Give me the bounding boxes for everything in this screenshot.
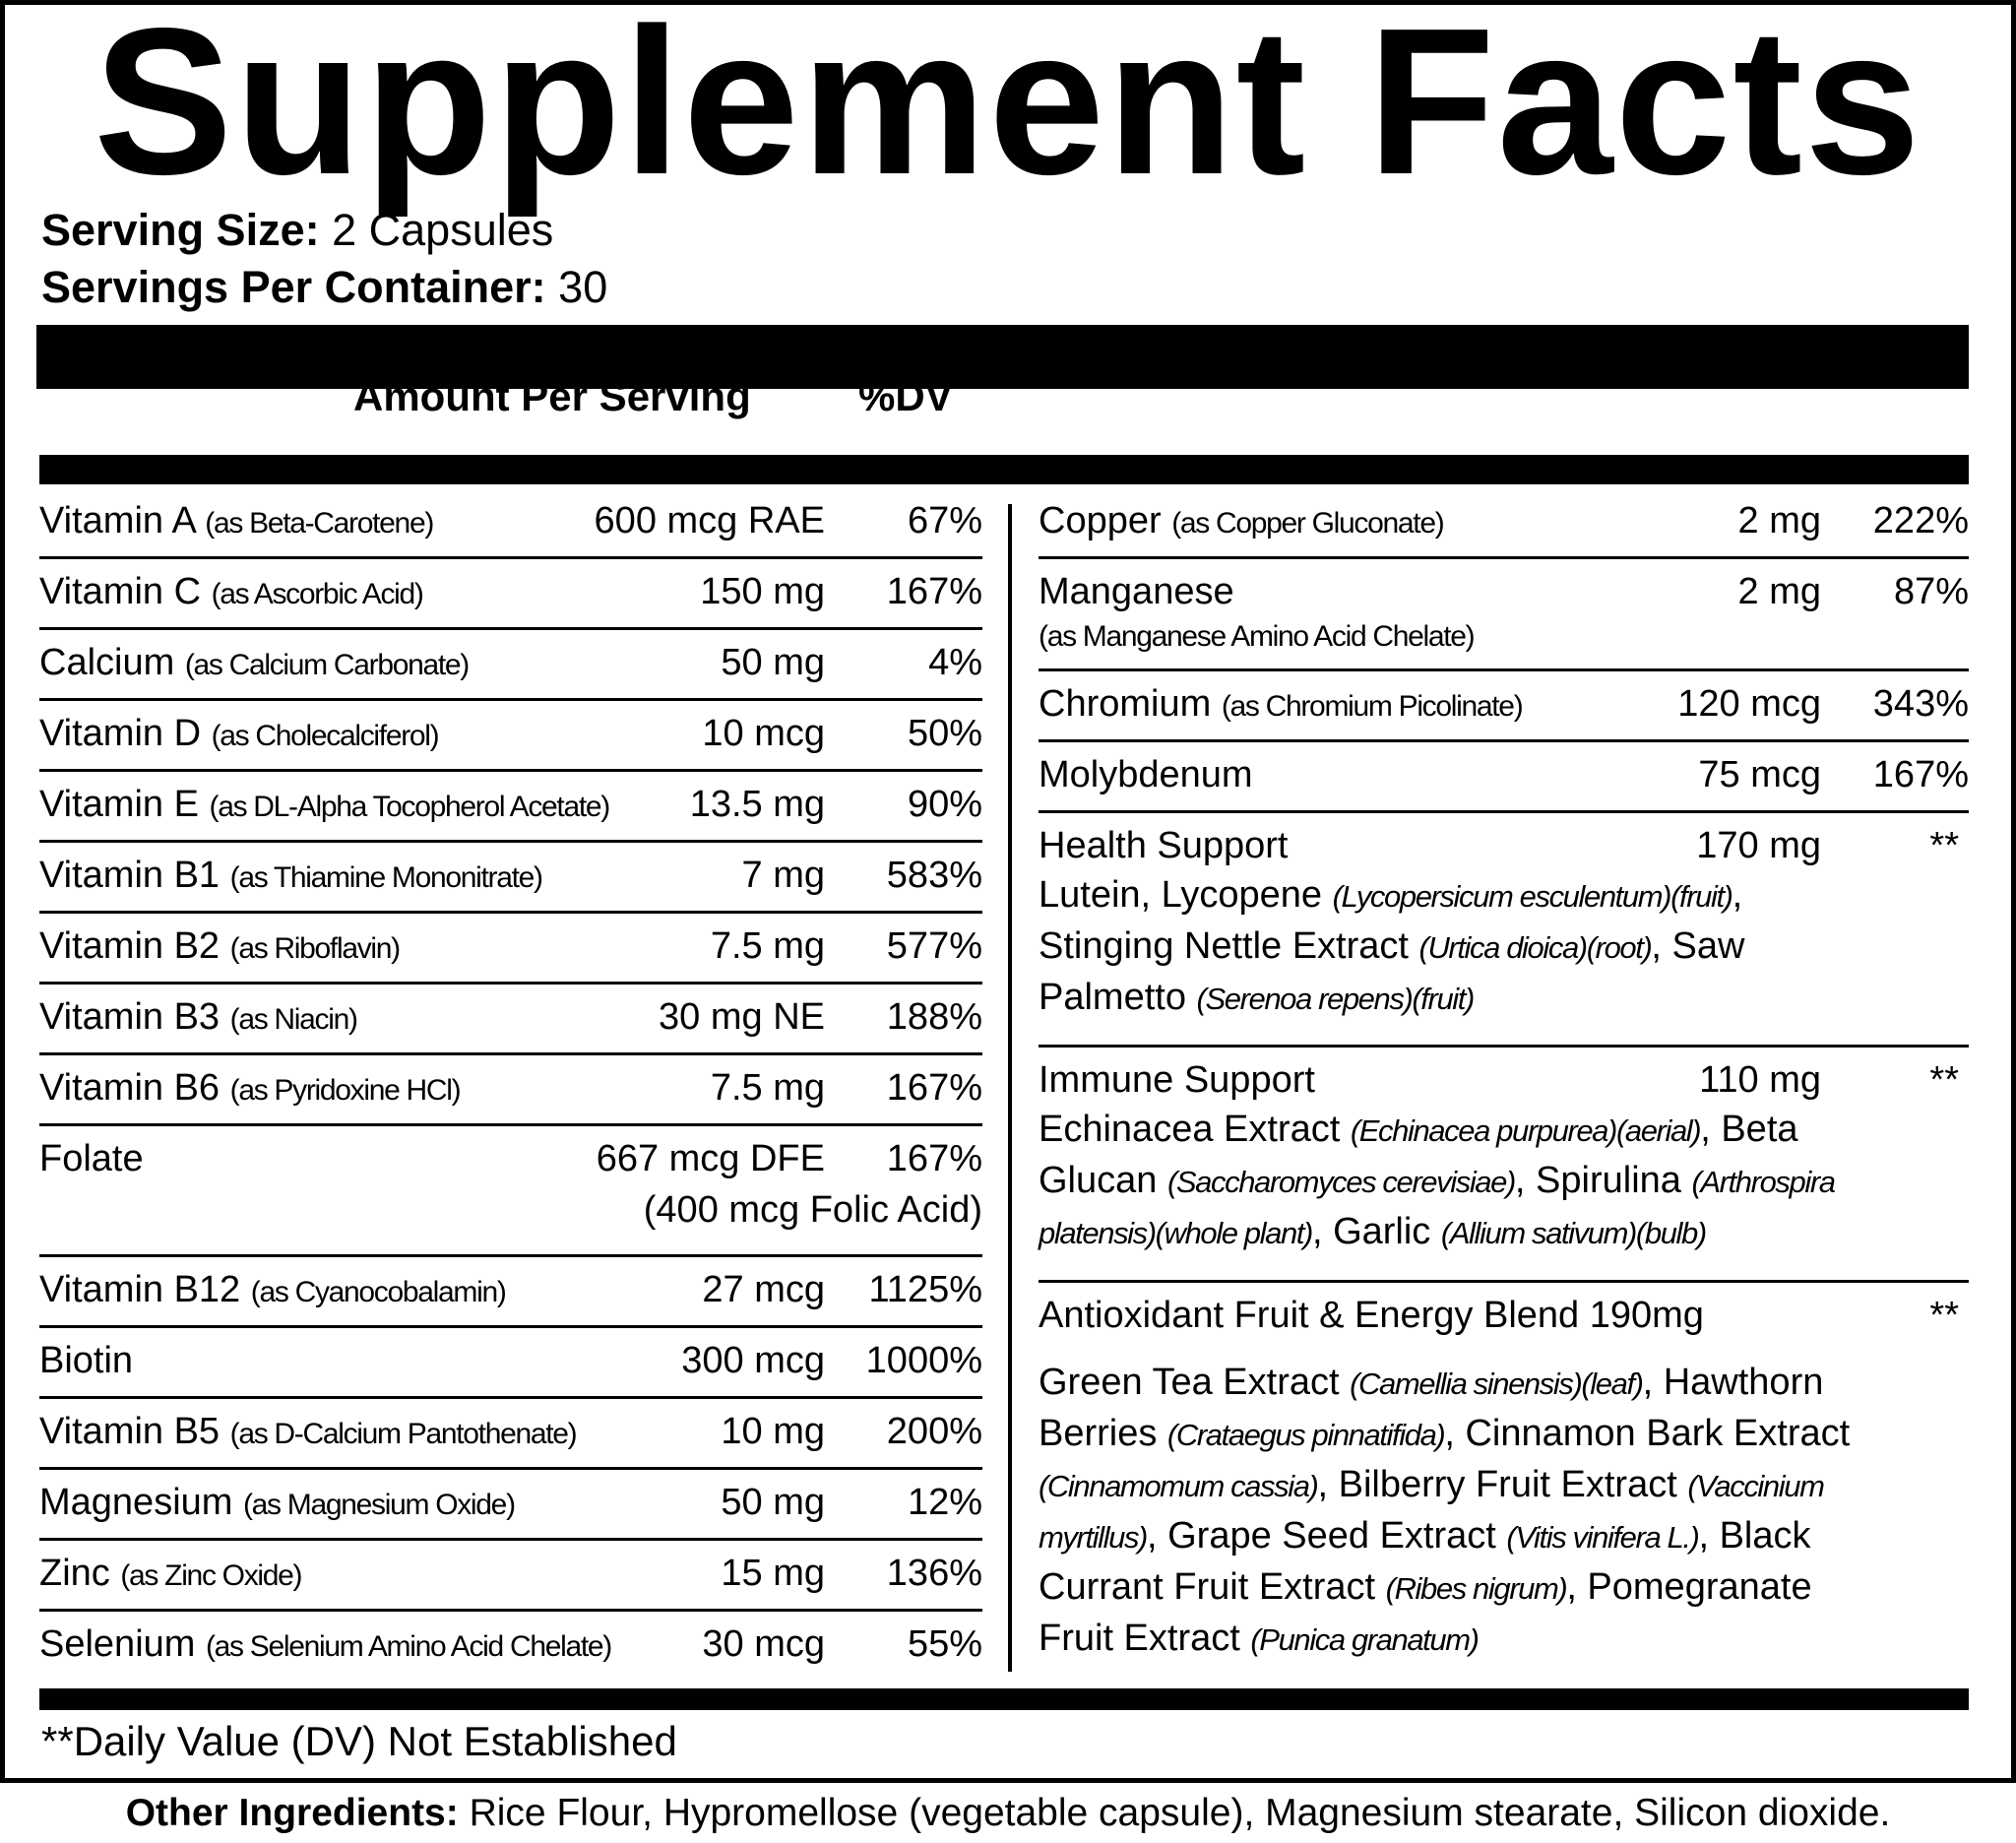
nutrient-source: (as Calcium Carbonate) <box>184 649 469 681</box>
ingredient-text: , Beta <box>1700 1109 1798 1150</box>
nutrient-dv: 167% <box>886 1138 982 1179</box>
nutrient-dv: 222% <box>1872 500 1969 541</box>
nutrient-name <box>1039 754 1253 796</box>
blend-amount: 110 mg <box>1699 1059 1821 1101</box>
ingredient-latin-name: (Lycopersicum esculentum)(fruit) <box>1332 879 1732 914</box>
nutrient-name <box>39 1411 576 1453</box>
nutrient-label: Vitamin B3 <box>39 996 220 1038</box>
nutrient-amount: 10 mg <box>721 1411 825 1452</box>
nutrient-amount: 600 mcg RAE <box>594 500 825 541</box>
nutrient-name <box>39 1482 515 1524</box>
ingredient-latin-name: (Cinnamomum cassia) <box>1039 1469 1318 1503</box>
nutrient-dv: 136% <box>886 1553 982 1594</box>
nutrient-source: (as Riboflavin) <box>229 932 400 965</box>
ingredient-latin-name: (Allium sativum)(bulb) <box>1440 1216 1706 1250</box>
nutrient-source: (as Zinc Oxide) <box>120 1559 302 1592</box>
ingredient-text: Lutein, Lycopene <box>1039 874 1333 916</box>
nutrient-label: Copper <box>1039 500 1162 541</box>
ingredient-text: , Spirulina <box>1514 1160 1692 1201</box>
ingredient-latin-name: (Vaccinium <box>1687 1469 1824 1503</box>
ingredient-text: , Bilberry Fruit Extract <box>1317 1464 1688 1505</box>
nutrient-source: (as Pyridoxine HCl) <box>229 1074 461 1107</box>
nutrient-label: Vitamin C <box>39 571 202 612</box>
ingredient-text: Stinging Nettle Extract <box>1039 925 1419 967</box>
blend-ingredient-line <box>1039 925 1744 968</box>
nutrient-amount: 120 mcg <box>1677 683 1821 725</box>
nutrient-note: (400 mcg Folic Acid) <box>643 1189 982 1231</box>
serving-size-label: Serving Size: <box>41 205 320 255</box>
nutrient-row <box>39 914 982 985</box>
nutrient-amount: 300 mcg <box>681 1340 825 1381</box>
ingredient-text: , Pomegranate <box>1566 1566 1812 1608</box>
blend-name: Immune Support <box>1039 1059 1315 1101</box>
nutrient-amount: 50 mg <box>721 1482 825 1523</box>
bottom-divider <box>39 1688 1969 1710</box>
blend-ingredient-line <box>1039 977 1474 1019</box>
nutrient-dv: 188% <box>886 996 982 1038</box>
nutrient-amount: 7.5 mg <box>710 925 825 967</box>
blend-ingredient-line <box>1039 1362 1823 1404</box>
nutrient-label: Biotin <box>39 1340 134 1381</box>
ingredient-latin-name: (Serenoa repens)(fruit) <box>1196 982 1474 1016</box>
ingredient-latin-name: (Crataegus pinnatifida) <box>1166 1418 1445 1452</box>
nutrient-source: (as Ascorbic Acid) <box>211 578 423 610</box>
nutrient-name <box>39 571 423 613</box>
nutrient-dv: 4% <box>928 642 982 683</box>
nutrient-label: Vitamin B12 <box>39 1269 241 1310</box>
ingredient-latin-name: (Ribes nigrum) <box>1385 1571 1567 1606</box>
label-title: Supplement Facts <box>94 0 1922 218</box>
nutrient-dv: 200% <box>886 1411 982 1452</box>
nutrient-label: Vitamin B5 <box>39 1411 220 1452</box>
nutrient-dv: 583% <box>886 855 982 896</box>
ingredient-latin-name: (Echinacea purpurea)(aerial) <box>1350 1113 1701 1148</box>
servings-per-container-value: 30 <box>558 262 608 312</box>
blend-ingredient-line <box>1039 1413 1850 1455</box>
ingredient-text: , Grape Seed Extract <box>1147 1515 1507 1557</box>
nutrient-source: (as Manganese Amino Acid Chelate) <box>1039 620 1475 653</box>
header-divider <box>39 455 1969 484</box>
ingredient-text: , Saw <box>1651 925 1745 967</box>
nutrient-name <box>39 1623 611 1666</box>
nutrient-row <box>39 1126 982 1257</box>
nutrient-label: Folate <box>39 1138 144 1179</box>
nutrient-name <box>39 1340 133 1382</box>
nutrient-amount: 2 mg <box>1737 571 1821 612</box>
blend-ingredient-line <box>1039 1160 1835 1202</box>
nutrient-name <box>39 1269 506 1311</box>
nutrient-amount: 75 mcg <box>1698 754 1821 795</box>
ingredient-text: , Garlic <box>1311 1211 1441 1252</box>
nutrient-label: Molybdenum <box>1039 754 1253 795</box>
blend-dv: ** <box>1929 1059 1959 1101</box>
nutrient-name <box>39 1138 144 1180</box>
nutrient-dv: 577% <box>886 925 982 967</box>
amount-header: Amount Per Serving <box>353 373 751 419</box>
nutrient-label: Vitamin B6 <box>39 1067 220 1109</box>
nutrient-label: Vitamin B1 <box>39 855 220 896</box>
nutrient-dv: 50% <box>907 713 982 754</box>
blend-name: Health Support <box>1039 825 1289 866</box>
nutrient-amount: 27 mcg <box>702 1269 825 1310</box>
nutrient-row <box>39 1328 982 1399</box>
nutrient-source: (as D-Calcium Pantothenate) <box>229 1418 577 1450</box>
nutrient-dv: 167% <box>886 1067 982 1109</box>
nutrient-source: (as Niacin) <box>229 1003 357 1036</box>
dv-header: %DV <box>858 373 953 419</box>
nutrient-label: Vitamin D <box>39 713 202 754</box>
nutrient-source: (as DL-Alpha Tocopherol Acetate) <box>209 791 609 823</box>
blend-row <box>1039 1283 1969 1677</box>
nutrient-row <box>39 701 982 772</box>
nutrient-row <box>39 1257 982 1328</box>
nutrient-amount: 2 mg <box>1737 500 1821 541</box>
nutrient-row <box>39 843 982 914</box>
blend-name: Antioxidant Fruit & Energy Blend 190mg <box>1039 1295 1704 1336</box>
blend-ingredient-line <box>1039 1618 1479 1660</box>
ingredient-text: Currant Fruit Extract <box>1039 1566 1386 1608</box>
nutrient-label: Magnesium <box>39 1482 233 1523</box>
ingredient-text: , Hawthorn <box>1642 1362 1824 1403</box>
blend-row <box>1039 1048 1969 1283</box>
footnote: **Daily Value (DV) Not Established <box>41 1718 677 1764</box>
nutrient-name <box>39 784 609 826</box>
other-ingredients <box>0 1792 2016 1835</box>
nutrient-row <box>39 1612 982 1683</box>
ingredient-latin-name: (Urtica dioica)(root) <box>1418 930 1652 965</box>
ingredient-latin-name: (Vitis vinifera L.) <box>1506 1520 1699 1555</box>
nutrient-dv: 1125% <box>868 1269 982 1310</box>
nutrient-amount: 7 mg <box>741 855 825 896</box>
nutrient-row <box>39 985 982 1055</box>
ingredient-latin-name: (Arthrospira <box>1691 1165 1835 1199</box>
nutrient-name <box>39 500 433 542</box>
nutrient-label: Manganese <box>1039 571 1234 612</box>
nutrient-dv: 87% <box>1893 571 1969 612</box>
nutrient-source: (as Magnesium Oxide) <box>242 1489 515 1521</box>
nutrient-dv: 55% <box>907 1623 982 1665</box>
nutrient-name <box>39 996 357 1039</box>
nutrient-name <box>39 713 438 755</box>
nutrient-row <box>1039 742 1969 813</box>
nutrient-dv: 167% <box>886 571 982 612</box>
nutrient-row <box>1039 559 1969 671</box>
ingredient-latin-name: platensis)(whole plant) <box>1039 1216 1312 1250</box>
nutrient-dv: 1000% <box>865 1340 982 1381</box>
nutrient-amount: 667 mcg DFE <box>596 1138 825 1179</box>
ingredient-text: Echinacea Extract <box>1039 1109 1351 1150</box>
ingredient-text: , <box>1732 874 1743 916</box>
nutrient-amount: 30 mcg <box>702 1623 825 1665</box>
nutrient-row <box>1039 488 1969 559</box>
blend-ingredient-line <box>1039 1515 1811 1557</box>
servings-per-container-label: Servings Per Container: <box>41 262 546 312</box>
ingredient-latin-name: (Camellia sinensis)(leaf) <box>1350 1366 1643 1401</box>
nutrient-source: (as Cyanocobalamin) <box>250 1276 506 1308</box>
ingredient-text: Berries <box>1039 1413 1167 1454</box>
other-ingredients-label: Other Ingredients: <box>125 1792 459 1834</box>
nutrient-amount: 15 mg <box>721 1553 825 1594</box>
nutrient-name <box>1039 683 1522 726</box>
nutrient-source: (as Selenium Amino Acid Chelate) <box>205 1630 611 1663</box>
blend-ingredient-line <box>1039 1109 1798 1151</box>
servings-per-container <box>41 262 607 313</box>
nutrient-row <box>1039 671 1969 742</box>
nutrient-name <box>1039 571 1234 613</box>
ingredient-text: Palmetto <box>1039 977 1197 1018</box>
nutrient-label: Chromium <box>1039 683 1212 725</box>
column-divider <box>1008 504 1012 1672</box>
nutrient-row <box>39 1470 982 1541</box>
nutrient-label: Vitamin B2 <box>39 925 220 967</box>
right-nutrient-column <box>1039 488 1969 1677</box>
nutrient-row <box>39 630 982 701</box>
nutrient-row <box>39 1541 982 1612</box>
ingredient-latin-name: (Punica granatum) <box>1250 1622 1479 1657</box>
ingredient-text: , Black <box>1698 1515 1811 1557</box>
nutrient-label: Calcium <box>39 642 175 683</box>
nutrient-name <box>39 1067 460 1110</box>
nutrient-amount: 7.5 mg <box>710 1067 825 1109</box>
nutrient-row <box>39 772 982 843</box>
left-nutrient-column <box>39 488 982 1683</box>
nutrient-name <box>1039 500 1443 542</box>
nutrient-label: Vitamin A <box>39 500 195 541</box>
nutrient-amount: 150 mg <box>700 571 825 612</box>
nutrient-label: Vitamin E <box>39 784 199 825</box>
nutrient-name <box>39 925 400 968</box>
serving-size-value: 2 Capsules <box>332 205 554 255</box>
nutrient-dv: 90% <box>907 784 982 825</box>
nutrient-source: (as Copper Gluconate) <box>1171 507 1444 540</box>
ingredient-text: Fruit Extract <box>1039 1618 1251 1659</box>
blend-ingredient-line <box>1039 874 1742 917</box>
nutrient-amount: 50 mg <box>721 642 825 683</box>
nutrient-amount: 13.5 mg <box>689 784 825 825</box>
nutrient-amount: 10 mcg <box>702 713 825 754</box>
thick-divider <box>36 325 1969 389</box>
blend-dv: ** <box>1929 1295 1959 1336</box>
blend-ingredient-line <box>1039 1464 1824 1506</box>
nutrient-row <box>39 1055 982 1126</box>
nutrient-name <box>39 855 542 897</box>
nutrient-dv: 167% <box>1872 754 1969 795</box>
nutrient-label: Selenium <box>39 1623 196 1665</box>
nutrient-source: (as Cholecalciferol) <box>211 720 439 752</box>
ingredient-text: , Cinnamon Bark Extract <box>1444 1413 1851 1454</box>
ingredient-latin-name: myrtillus) <box>1039 1520 1147 1555</box>
ingredient-latin-name: (Saccharomyces cerevisiae) <box>1166 1165 1515 1199</box>
nutrient-label: Zinc <box>39 1553 110 1594</box>
nutrient-source: (as Thiamine Mononitrate) <box>229 861 542 894</box>
blend-row <box>1039 813 1969 1048</box>
ingredient-text: Green Tea Extract <box>1039 1362 1351 1403</box>
nutrient-name <box>39 642 469 684</box>
nutrient-row <box>39 559 982 630</box>
nutrient-amount: 30 mg NE <box>659 996 825 1038</box>
ingredient-text: Glucan <box>1039 1160 1167 1201</box>
blend-dv: ** <box>1929 825 1959 866</box>
blend-ingredient-line <box>1039 1211 1706 1253</box>
nutrient-dv: 343% <box>1872 683 1969 725</box>
blend-amount: 170 mg <box>1696 825 1821 866</box>
nutrient-dv: 67% <box>907 500 982 541</box>
nutrient-source: (as Beta-Carotene) <box>205 507 434 540</box>
nutrient-row <box>39 1399 982 1470</box>
serving-size <box>41 205 553 256</box>
nutrient-row <box>39 488 982 559</box>
nutrient-source: (as Chromium Picolinate) <box>1221 690 1523 723</box>
other-ingredients-value: Rice Flour, Hypromellose (vegetable capsule), Magnesium stearate, Silicon dioxide. <box>469 1792 1891 1834</box>
nutrient-name <box>39 1553 301 1595</box>
nutrient-dv: 12% <box>907 1482 982 1523</box>
blend-ingredient-line <box>1039 1566 1812 1609</box>
